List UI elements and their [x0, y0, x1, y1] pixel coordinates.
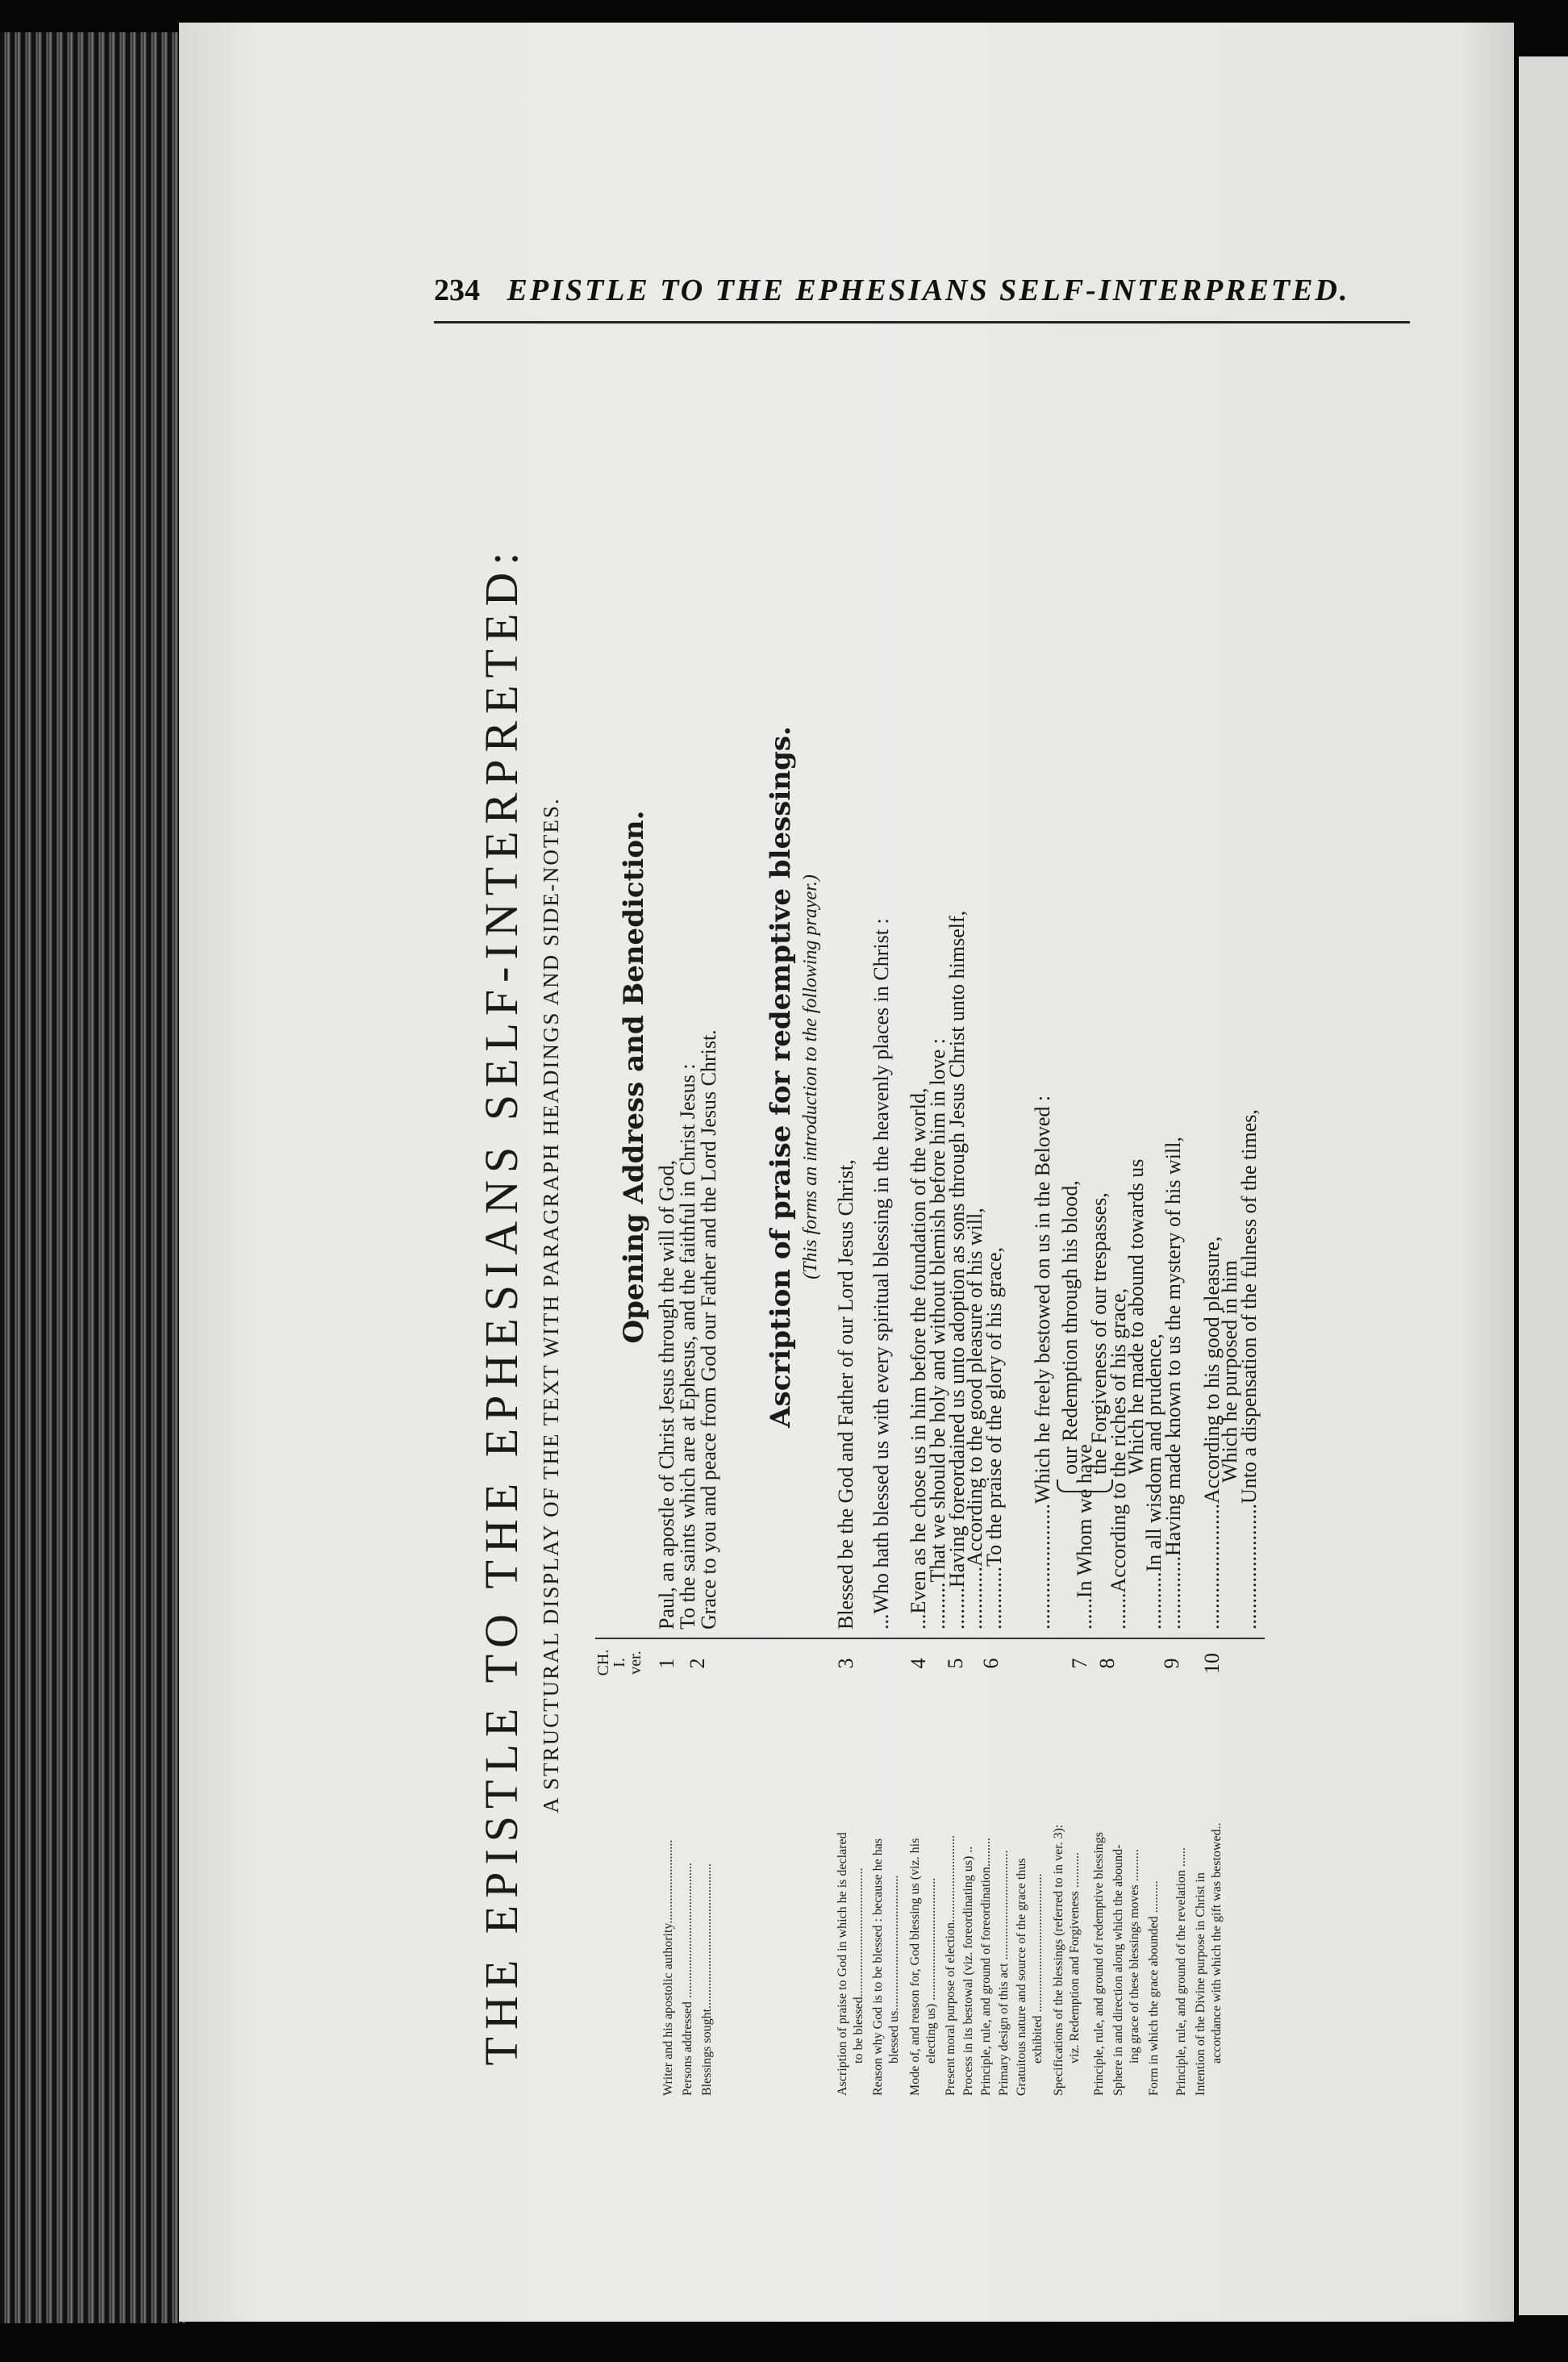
- verse-number: 1: [655, 1658, 678, 1669]
- heading-ascription-note: (This forms an introduction to the following prayer.): [800, 874, 821, 1279]
- sidenote: Intention of the Divine purpose in Christ in: [1194, 1872, 1207, 2096]
- column-header-ver: ver.: [627, 1650, 644, 1675]
- text-line: ........................Which he freely bestowed on us in the Beloved :: [1031, 1095, 1054, 1630]
- running-head: [434, 273, 1410, 323]
- sidenote: to be blessed........................................: [852, 1867, 865, 2064]
- sidenote: Present moral purpose of election...........................: [944, 1834, 957, 2096]
- heading-ascription: Ascription of praise for redemptive blessings.: [765, 726, 797, 1428]
- verse-number: 8: [1095, 1658, 1119, 1669]
- text-line: ........................According to his good pleasure,: [1200, 1236, 1224, 1630]
- text-line: Which he purposed in him: [1218, 1260, 1241, 1483]
- verse-number: 2: [686, 1658, 709, 1669]
- sidenote: Gratuitous nature and source of the grace thus: [1015, 1858, 1028, 2096]
- verse-number: 3: [834, 1658, 857, 1669]
- sidenote: Reason why God is to be blessed : because he has: [871, 1838, 885, 2096]
- facing-page-edge: [1519, 56, 1568, 2315]
- sidenote: ing grace of these blessings moves ..........: [1128, 1849, 1141, 2064]
- text-line: ........................Unto a dispensation of the fulness of the times,: [1237, 1109, 1261, 1630]
- page-title: THE EPISTLE TO THE EPHESIANS SELF-INTERPRETED:: [475, 545, 528, 2066]
- heading-opening: Opening Address and Benediction.: [618, 810, 650, 1344]
- sidenote: Primary design of this act ..................................: [997, 1850, 1011, 2096]
- text-line: the Forgiveness of our trespasses,: [1087, 1192, 1111, 1475]
- text-line: ..............Having made known to us the mystery of his will,: [1161, 1137, 1185, 1630]
- text-line: ............According to the good pleasure of his will,: [963, 1208, 986, 1630]
- sidenote: exhibited ...........................................: [1031, 1873, 1045, 2064]
- verse-number: 7: [1068, 1658, 1091, 1669]
- text-line: To the saints which are at Ephesus, and the faithful in Christ Jesus :: [676, 1063, 699, 1630]
- sidenote: accordance with which the gift was bestowed..: [1210, 1822, 1224, 2064]
- sidenote: Form in which the grace abounded ..........: [1147, 1880, 1161, 2096]
- sidenote: blessed us..........................................: [887, 1875, 901, 2064]
- text-line: ........Having foreordained us unto adoption as sons through Jesus Christ unto himself,: [945, 910, 969, 1630]
- sidenote: Ascription of praise to God in which he is declared: [836, 1832, 849, 2096]
- column-header-ch: CH.: [594, 1649, 612, 1676]
- sidenote: viz. Redemption and Forgiveness ...........: [1068, 1852, 1082, 2064]
- sidenote: Specifications of the blessings (referred to in ver. 3):: [1052, 1824, 1065, 2096]
- text-line: Paul, an apostle of Christ Jesus through the will of God,: [655, 1159, 678, 1630]
- book-page-edges: [0, 32, 186, 2323]
- sidenote: Principle, rule, and ground of redemptive blessings: [1092, 1831, 1106, 2096]
- text-line: .......According to the riches of his grace,: [1107, 1287, 1130, 1630]
- brace-mark: [1057, 1479, 1113, 1492]
- sidenote: Writer and his apostolic authority..........................: [661, 1839, 675, 2096]
- sidenote: Mode of, and reason for, God blessing us (viz. his: [908, 1838, 922, 2096]
- sidenote: electing us) ......................................: [924, 1877, 938, 2064]
- verse-number: 5: [944, 1658, 967, 1669]
- text-line: ...Who hath blessed us with every spiritual blessing in the heavenly places in Christ :: [869, 918, 893, 1630]
- text-line: Blessed be the God and Father of our Lord Jesus Christ,: [834, 1159, 857, 1630]
- text-line: ......In Whom we have: [1073, 1444, 1096, 1630]
- text-line: Grace to you and peace from God our Father and the Lord Jesus Christ.: [697, 1029, 720, 1630]
- sidenote: Principle, rule, and ground of foreordination.........: [979, 1838, 993, 2096]
- verse-number: 4: [907, 1658, 930, 1669]
- page-number: 234: [434, 273, 480, 307]
- column-header-chapter: I.: [611, 1658, 628, 1667]
- sidenote: Persons addressed ..........................................: [681, 1863, 694, 2096]
- text-line: .........That we should be holy and without blemish before him in love :: [926, 1038, 949, 1630]
- text-line: ...Even as he chose us in him before the foundation of the world,: [907, 1087, 930, 1630]
- text-line: ...........In all wisdom and prudence,: [1142, 1333, 1166, 1630]
- sidenote: Process in its bestowal (viz. foreordinating us) ..: [961, 1846, 975, 2096]
- text-rows: [474, 515, 1426, 2096]
- verse-number: 9: [1160, 1658, 1183, 1669]
- sidenote: Blessings sought.............................................: [700, 1863, 714, 2096]
- page-subtitle: A STRUCTURAL DISPLAY OF THE TEXT WITH PARAGRAPH HEADINGS AND SIDE-NOTES.: [539, 797, 563, 1813]
- sidenote: Sphere in and direction along which the abound-: [1111, 1844, 1125, 2096]
- text-line: our Redemption through his blood,: [1058, 1180, 1082, 1475]
- verse-number: 10: [1200, 1653, 1224, 1674]
- running-title: EPISTLE TO THE EPHESIANS SELF-INTERPRETED.: [507, 273, 1350, 307]
- verse-number: 6: [979, 1658, 1003, 1669]
- sidenote: Principle, rule, and ground of the revelation ......: [1174, 1847, 1188, 2096]
- text-line: ............To the praise of the glory of his grace,: [982, 1247, 1006, 1630]
- text-line: Which he made to abound towards us: [1124, 1158, 1148, 1475]
